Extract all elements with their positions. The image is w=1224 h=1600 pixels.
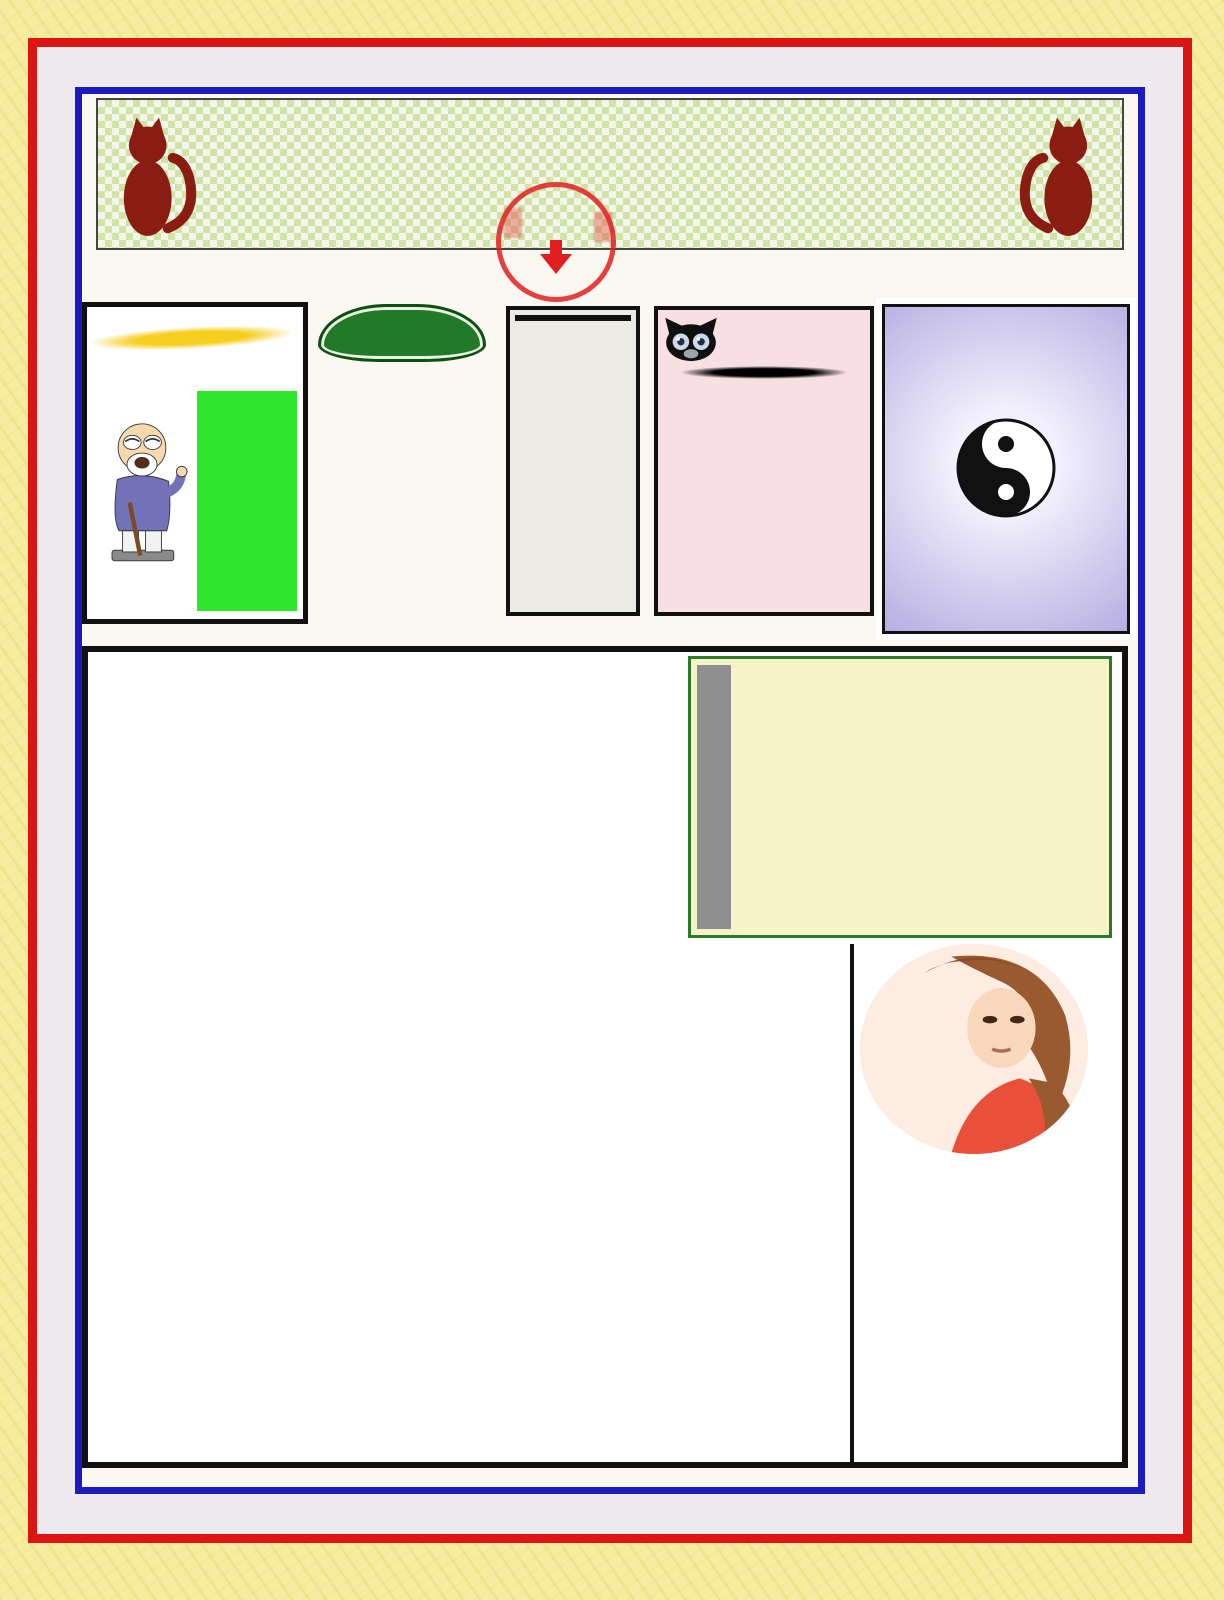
panel-neibu-laoliao xyxy=(314,302,490,620)
outer-red-frame xyxy=(28,38,1192,1543)
panel-bagua-tails xyxy=(882,304,1130,634)
zodiac-grid xyxy=(664,386,864,582)
trend-chart xyxy=(688,656,1112,938)
marksix-strip-bottom xyxy=(37,1494,1183,1534)
daibo-number-grid xyxy=(197,391,297,611)
swoosh-underline-icon xyxy=(89,322,295,355)
column-divider xyxy=(850,944,854,1462)
model-photo xyxy=(860,944,1088,1154)
main-text-box xyxy=(82,646,1128,1468)
photo-arc-caption xyxy=(860,944,1088,1154)
panel-daibo-number xyxy=(82,302,308,624)
yinyang-icon xyxy=(956,418,1056,518)
marksix-strip-top xyxy=(37,47,1183,87)
chart-plot-area xyxy=(691,659,1109,935)
neibu-banner xyxy=(318,304,486,362)
seal-mark-icon xyxy=(504,208,522,238)
panel-houxiao-zodiac xyxy=(654,306,874,616)
bagua-wheel xyxy=(885,337,1127,599)
edition-stamp xyxy=(490,182,626,268)
panel-xingbo xyxy=(506,306,640,616)
cat-silhouette-icon xyxy=(1018,112,1106,244)
cat-silhouette-icon xyxy=(110,112,198,244)
marksix-strip-right xyxy=(1145,87,1183,1494)
marksix-strip-left xyxy=(37,87,75,1494)
cat-head-icon xyxy=(662,316,720,362)
seal-mark-icon xyxy=(594,212,612,242)
shadow-ellipse-icon xyxy=(680,366,848,379)
down-arrow-icon xyxy=(540,254,572,274)
content-area xyxy=(82,94,1138,1487)
inner-blue-frame xyxy=(75,87,1145,1494)
old-man-icon xyxy=(89,365,195,617)
xingbo-title xyxy=(515,315,631,321)
xingbo-colors xyxy=(510,563,636,608)
